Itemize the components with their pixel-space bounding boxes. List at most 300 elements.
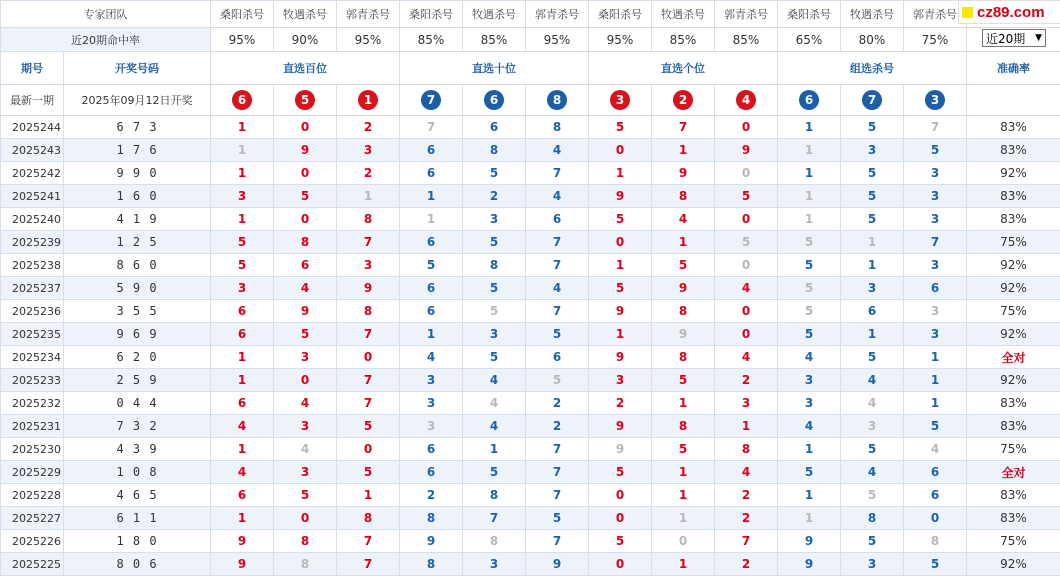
kill-number: 2 xyxy=(715,507,778,530)
kill-number: 5 xyxy=(211,254,274,277)
latest-ball: 7 xyxy=(862,90,882,110)
kill-number: 5 xyxy=(589,461,652,484)
kill-number: 2 xyxy=(337,116,400,139)
latest-accuracy-cell xyxy=(967,85,1060,116)
kill-number: 0 xyxy=(715,208,778,231)
kill-number: 8 xyxy=(652,185,715,208)
kill-number: 1 xyxy=(463,438,526,461)
kill-number: 6 xyxy=(904,484,967,507)
kill-number: 0 xyxy=(715,300,778,323)
kill-number: 5 xyxy=(715,185,778,208)
table-row xyxy=(1,323,1060,346)
kill-number: 1 xyxy=(589,254,652,277)
kill-number: 7 xyxy=(337,553,400,576)
kill-number: 2 xyxy=(715,369,778,392)
kill-number: 8 xyxy=(463,139,526,162)
kill-number: 5 xyxy=(463,300,526,323)
hit-rate: 85% xyxy=(652,28,715,52)
expert-name: 郭青杀号 xyxy=(715,1,778,28)
kill-number: 4 xyxy=(274,392,337,415)
kill-number: 9 xyxy=(652,277,715,300)
kill-number: 1 xyxy=(778,139,841,162)
latest-ball: 6 xyxy=(484,90,504,110)
kill-number: 5 xyxy=(841,162,904,185)
table-row xyxy=(1,438,1060,461)
logo-text: cz89.com xyxy=(977,3,1045,21)
kill-number: 6 xyxy=(904,461,967,484)
kill-number: 8 xyxy=(652,415,715,438)
accuracy-header: 准确率 xyxy=(967,52,1060,85)
kill-number: 5 xyxy=(463,162,526,185)
table-row xyxy=(1,185,1060,208)
group-header-units: 直选个位 xyxy=(589,52,778,85)
kill-number: 3 xyxy=(400,392,463,415)
period-number: 2025234 xyxy=(1,346,64,369)
kill-number: 3 xyxy=(274,461,337,484)
kill-number: 9 xyxy=(274,300,337,323)
kill-number: 8 xyxy=(274,231,337,254)
accuracy-value: 83% xyxy=(967,484,1060,507)
kill-number: 9 xyxy=(652,323,715,346)
period-header: 期号 xyxy=(1,52,64,85)
kill-number: 5 xyxy=(778,323,841,346)
latest-ball: 3 xyxy=(925,90,945,110)
latest-ball-cell xyxy=(211,85,274,116)
kill-number: 3 xyxy=(904,208,967,231)
kill-number: 4 xyxy=(841,392,904,415)
table-row xyxy=(1,346,1060,369)
kill-number: 6 xyxy=(904,277,967,300)
period-number: 2025242 xyxy=(1,162,64,185)
kill-number: 2 xyxy=(337,162,400,185)
kill-number: 1 xyxy=(211,116,274,139)
kill-number: 5 xyxy=(274,484,337,507)
draw-number: 3 5 5 xyxy=(64,300,211,323)
kill-number: 4 xyxy=(463,415,526,438)
kill-number: 1 xyxy=(778,116,841,139)
kill-number: 1 xyxy=(211,162,274,185)
period-number: 2025244 xyxy=(1,116,64,139)
kill-number: 8 xyxy=(463,484,526,507)
kill-number: 1 xyxy=(652,392,715,415)
expert-name: 桑阳杀号 xyxy=(211,1,274,28)
latest-ball: 5 xyxy=(295,90,315,110)
kill-number: 1 xyxy=(211,208,274,231)
kill-number: 5 xyxy=(904,139,967,162)
kill-number: 6 xyxy=(400,438,463,461)
kill-number: 2 xyxy=(526,392,589,415)
table-row xyxy=(1,553,1060,576)
kill-number: 7 xyxy=(337,323,400,346)
kill-number: 8 xyxy=(841,507,904,530)
accuracy-value: 全对 xyxy=(967,461,1060,484)
kill-number: 7 xyxy=(337,369,400,392)
kill-number: 1 xyxy=(778,162,841,185)
draw-number: 1 6 0 xyxy=(64,185,211,208)
table-row xyxy=(1,254,1060,277)
kill-number: 7 xyxy=(904,231,967,254)
kill-number: 6 xyxy=(400,162,463,185)
draw-number: 6 2 0 xyxy=(64,346,211,369)
kill-number: 5 xyxy=(526,507,589,530)
accuracy-value: 83% xyxy=(967,116,1060,139)
draw-number: 2 5 9 xyxy=(64,369,211,392)
kill-number: 0 xyxy=(715,162,778,185)
draw-number: 8 6 0 xyxy=(64,254,211,277)
kill-number: 0 xyxy=(274,162,337,185)
latest-ball-cell xyxy=(652,85,715,116)
kill-number: 5 xyxy=(589,530,652,553)
hit-rate: 85% xyxy=(400,28,463,52)
kill-number: 6 xyxy=(274,254,337,277)
kill-number: 3 xyxy=(778,392,841,415)
period-number: 2025232 xyxy=(1,392,64,415)
kill-number: 9 xyxy=(589,346,652,369)
accuracy-value: 75% xyxy=(967,530,1060,553)
kill-number: 6 xyxy=(211,300,274,323)
latest-ball-cell xyxy=(274,85,337,116)
kill-number: 9 xyxy=(337,277,400,300)
latest-ball: 2 xyxy=(673,90,693,110)
kill-number: 4 xyxy=(841,369,904,392)
kill-number: 5 xyxy=(463,231,526,254)
table-row xyxy=(1,300,1060,323)
kill-number: 1 xyxy=(400,323,463,346)
kill-number: 3 xyxy=(778,369,841,392)
kill-number: 8 xyxy=(463,254,526,277)
kill-number: 1 xyxy=(400,208,463,231)
kill-number: 3 xyxy=(904,185,967,208)
kill-number: 3 xyxy=(337,139,400,162)
group-header-group-kill: 组选杀号 xyxy=(778,52,967,85)
table-row xyxy=(1,208,1060,231)
kill-number: 5 xyxy=(778,231,841,254)
kill-number: 6 xyxy=(400,277,463,300)
period-number: 2025228 xyxy=(1,484,64,507)
kill-number: 7 xyxy=(904,116,967,139)
kill-number: 4 xyxy=(778,346,841,369)
kill-number: 8 xyxy=(337,208,400,231)
draw-number: 9 9 0 xyxy=(64,162,211,185)
hit-rate: 85% xyxy=(463,28,526,52)
kill-number: 0 xyxy=(715,323,778,346)
kill-number: 9 xyxy=(589,438,652,461)
table-row xyxy=(1,530,1060,553)
expert-name: 桑阳杀号 xyxy=(589,1,652,28)
kill-number: 1 xyxy=(652,231,715,254)
kill-number: 3 xyxy=(904,162,967,185)
draw-number: 0 4 4 xyxy=(64,392,211,415)
latest-ball: 6 xyxy=(232,90,252,110)
kill-number: 5 xyxy=(841,346,904,369)
kill-number: 5 xyxy=(841,208,904,231)
kill-number: 4 xyxy=(274,438,337,461)
kill-number: 4 xyxy=(463,392,526,415)
accuracy-value: 75% xyxy=(967,300,1060,323)
table-row xyxy=(1,507,1060,530)
kill-number: 5 xyxy=(463,461,526,484)
kill-number: 8 xyxy=(337,300,400,323)
hit-rate: 95% xyxy=(526,28,589,52)
kill-number: 7 xyxy=(526,438,589,461)
kill-number: 8 xyxy=(904,530,967,553)
kill-number: 0 xyxy=(652,530,715,553)
latest-row xyxy=(1,85,1060,116)
kill-number: 9 xyxy=(652,162,715,185)
kill-number: 9 xyxy=(274,139,337,162)
kill-number: 9 xyxy=(211,553,274,576)
kill-number: 0 xyxy=(589,231,652,254)
kill-number: 3 xyxy=(274,415,337,438)
period-number: 2025235 xyxy=(1,323,64,346)
kill-number: 5 xyxy=(778,461,841,484)
table-row xyxy=(1,139,1060,162)
kill-number: 5 xyxy=(274,323,337,346)
draw-number: 6 1 1 xyxy=(64,507,211,530)
accuracy-value: 92% xyxy=(967,369,1060,392)
expert-team-label: 专家团队 xyxy=(1,1,211,28)
accuracy-value: 75% xyxy=(967,438,1060,461)
kill-number: 0 xyxy=(715,116,778,139)
kill-number: 7 xyxy=(337,530,400,553)
kill-number: 5 xyxy=(589,116,652,139)
period-number: 2025226 xyxy=(1,530,64,553)
kill-number: 3 xyxy=(841,415,904,438)
kill-number: 5 xyxy=(841,484,904,507)
kill-number: 3 xyxy=(841,553,904,576)
kill-number: 3 xyxy=(904,323,967,346)
kill-number: 5 xyxy=(904,553,967,576)
hit-rate: 75% xyxy=(904,28,967,52)
accuracy-value: 92% xyxy=(967,277,1060,300)
table-row xyxy=(1,277,1060,300)
expert-name: 牧遇杀号 xyxy=(652,1,715,28)
kill-number: 5 xyxy=(904,415,967,438)
kill-number: 8 xyxy=(400,507,463,530)
period-number: 2025227 xyxy=(1,507,64,530)
kill-number: 3 xyxy=(463,323,526,346)
kill-number: 5 xyxy=(463,346,526,369)
accuracy-value: 83% xyxy=(967,507,1060,530)
kill-number: 4 xyxy=(715,346,778,369)
kill-number: 0 xyxy=(589,484,652,507)
kill-number: 1 xyxy=(778,507,841,530)
kill-number: 7 xyxy=(337,231,400,254)
kill-number: 4 xyxy=(400,346,463,369)
table-row xyxy=(1,162,1060,185)
accuracy-value: 92% xyxy=(967,553,1060,576)
period-number: 2025229 xyxy=(1,461,64,484)
kill-number: 2 xyxy=(526,415,589,438)
kill-number: 3 xyxy=(400,369,463,392)
latest-ball: 4 xyxy=(736,90,756,110)
table-row xyxy=(1,415,1060,438)
expert-name: 桑阳杀号 xyxy=(400,1,463,28)
kill-number: 0 xyxy=(904,507,967,530)
kill-number: 6 xyxy=(400,461,463,484)
kill-number: 1 xyxy=(589,162,652,185)
kill-number: 8 xyxy=(463,530,526,553)
kill-number: 9 xyxy=(589,415,652,438)
draw-number: 1 2 5 xyxy=(64,231,211,254)
kill-number: 1 xyxy=(211,369,274,392)
kill-number: 1 xyxy=(904,392,967,415)
kill-number: 1 xyxy=(211,438,274,461)
draw-number: 5 9 0 xyxy=(64,277,211,300)
kill-number: 8 xyxy=(652,300,715,323)
kill-number: 1 xyxy=(211,507,274,530)
kill-number: 6 xyxy=(526,208,589,231)
kill-number: 4 xyxy=(904,438,967,461)
kill-number: 6 xyxy=(211,484,274,507)
latest-ball-cell xyxy=(463,85,526,116)
latest-ball: 3 xyxy=(610,90,630,110)
expert-name: 桑阳杀号 xyxy=(778,1,841,28)
kill-number: 1 xyxy=(652,461,715,484)
kill-number: 7 xyxy=(400,116,463,139)
kill-number: 3 xyxy=(400,415,463,438)
latest-ball-cell xyxy=(589,85,652,116)
kill-number: 1 xyxy=(211,139,274,162)
kill-number: 1 xyxy=(715,415,778,438)
kill-number: 9 xyxy=(400,530,463,553)
hit-rate: 95% xyxy=(211,28,274,52)
kill-number: 0 xyxy=(274,369,337,392)
period-number: 2025225 xyxy=(1,553,64,576)
kill-number: 6 xyxy=(400,139,463,162)
kill-number: 1 xyxy=(904,346,967,369)
kill-number: 5 xyxy=(274,185,337,208)
expert-name: 牧遇杀号 xyxy=(841,1,904,28)
draw-number: 1 8 0 xyxy=(64,530,211,553)
latest-draw-date: 2025年09月12日开奖 xyxy=(64,85,211,116)
kill-number: 8 xyxy=(274,530,337,553)
kill-number: 9 xyxy=(778,530,841,553)
kill-number: 5 xyxy=(841,185,904,208)
kill-number: 1 xyxy=(589,323,652,346)
kill-number: 9 xyxy=(526,553,589,576)
kill-number: 9 xyxy=(589,300,652,323)
kill-number: 0 xyxy=(337,438,400,461)
expert-name: 郭青杀号 xyxy=(904,1,967,28)
kill-number: 2 xyxy=(715,553,778,576)
kill-number: 7 xyxy=(463,507,526,530)
latest-ball-cell xyxy=(400,85,463,116)
draw-number: 8 0 6 xyxy=(64,553,211,576)
kill-number: 0 xyxy=(274,507,337,530)
latest-ball: 6 xyxy=(799,90,819,110)
accuracy-value: 83% xyxy=(967,392,1060,415)
period-number: 2025236 xyxy=(1,300,64,323)
kill-number: 9 xyxy=(211,530,274,553)
draw-header: 开奖号码 xyxy=(64,52,211,85)
latest-ball: 1 xyxy=(358,90,378,110)
accuracy-value: 92% xyxy=(967,162,1060,185)
kill-number: 3 xyxy=(211,185,274,208)
group-header-tens: 直选十位 xyxy=(400,52,589,85)
kill-number: 4 xyxy=(211,461,274,484)
kill-number: 4 xyxy=(211,415,274,438)
period-range-value: 近20期 xyxy=(986,31,1026,46)
kill-number: 0 xyxy=(589,507,652,530)
logo-square-icon xyxy=(962,7,973,18)
hit-rate: 80% xyxy=(841,28,904,52)
hit-rate: 95% xyxy=(337,28,400,52)
kill-number: 1 xyxy=(652,139,715,162)
kill-number: 1 xyxy=(337,484,400,507)
kill-number: 8 xyxy=(400,553,463,576)
table-row xyxy=(1,369,1060,392)
kill-number: 1 xyxy=(841,231,904,254)
draw-number: 1 7 6 xyxy=(64,139,211,162)
latest-ball-cell xyxy=(778,85,841,116)
kill-number: 5 xyxy=(337,415,400,438)
kill-number: 0 xyxy=(274,116,337,139)
kill-number: 5 xyxy=(778,254,841,277)
table-row xyxy=(1,231,1060,254)
kill-number: 1 xyxy=(778,208,841,231)
latest-ball: 8 xyxy=(547,90,567,110)
period-number: 2025230 xyxy=(1,438,64,461)
kill-number: 0 xyxy=(274,208,337,231)
kill-number: 8 xyxy=(274,553,337,576)
hit-rate: 85% xyxy=(715,28,778,52)
kill-number: 4 xyxy=(526,139,589,162)
accuracy-value: 83% xyxy=(967,208,1060,231)
accuracy-value: 92% xyxy=(967,254,1060,277)
kill-number: 9 xyxy=(589,185,652,208)
kill-number: 3 xyxy=(841,277,904,300)
kill-number: 9 xyxy=(778,553,841,576)
kill-number: 4 xyxy=(715,461,778,484)
kill-number: 3 xyxy=(715,392,778,415)
period-range-select[interactable] xyxy=(982,29,1046,47)
kill-number: 4 xyxy=(715,277,778,300)
kill-number: 1 xyxy=(652,553,715,576)
period-number: 2025239 xyxy=(1,231,64,254)
latest-ball-cell xyxy=(715,85,778,116)
kill-number: 7 xyxy=(526,484,589,507)
kill-number: 7 xyxy=(337,392,400,415)
table-row xyxy=(1,116,1060,139)
kill-number: 5 xyxy=(211,231,274,254)
kill-number: 1 xyxy=(778,438,841,461)
kill-number: 1 xyxy=(211,346,274,369)
accuracy-value: 92% xyxy=(967,323,1060,346)
table-row xyxy=(1,461,1060,484)
kill-number: 8 xyxy=(526,116,589,139)
kill-number: 0 xyxy=(589,553,652,576)
kill-number: 5 xyxy=(841,530,904,553)
kill-number: 5 xyxy=(526,323,589,346)
kill-number: 5 xyxy=(589,277,652,300)
kill-number: 0 xyxy=(715,254,778,277)
kill-number: 5 xyxy=(778,300,841,323)
kill-number: 5 xyxy=(841,438,904,461)
column-header-row xyxy=(1,52,1060,85)
kill-number: 3 xyxy=(274,346,337,369)
kill-number: 4 xyxy=(526,185,589,208)
group-header-hundreds: 直选百位 xyxy=(211,52,400,85)
kill-number: 8 xyxy=(652,346,715,369)
kill-number: 0 xyxy=(589,139,652,162)
kill-number: 3 xyxy=(337,254,400,277)
period-number: 2025237 xyxy=(1,277,64,300)
site-logo[interactable] xyxy=(958,0,1060,24)
kill-number: 3 xyxy=(841,139,904,162)
kill-number: 5 xyxy=(652,369,715,392)
kill-number: 1 xyxy=(904,369,967,392)
